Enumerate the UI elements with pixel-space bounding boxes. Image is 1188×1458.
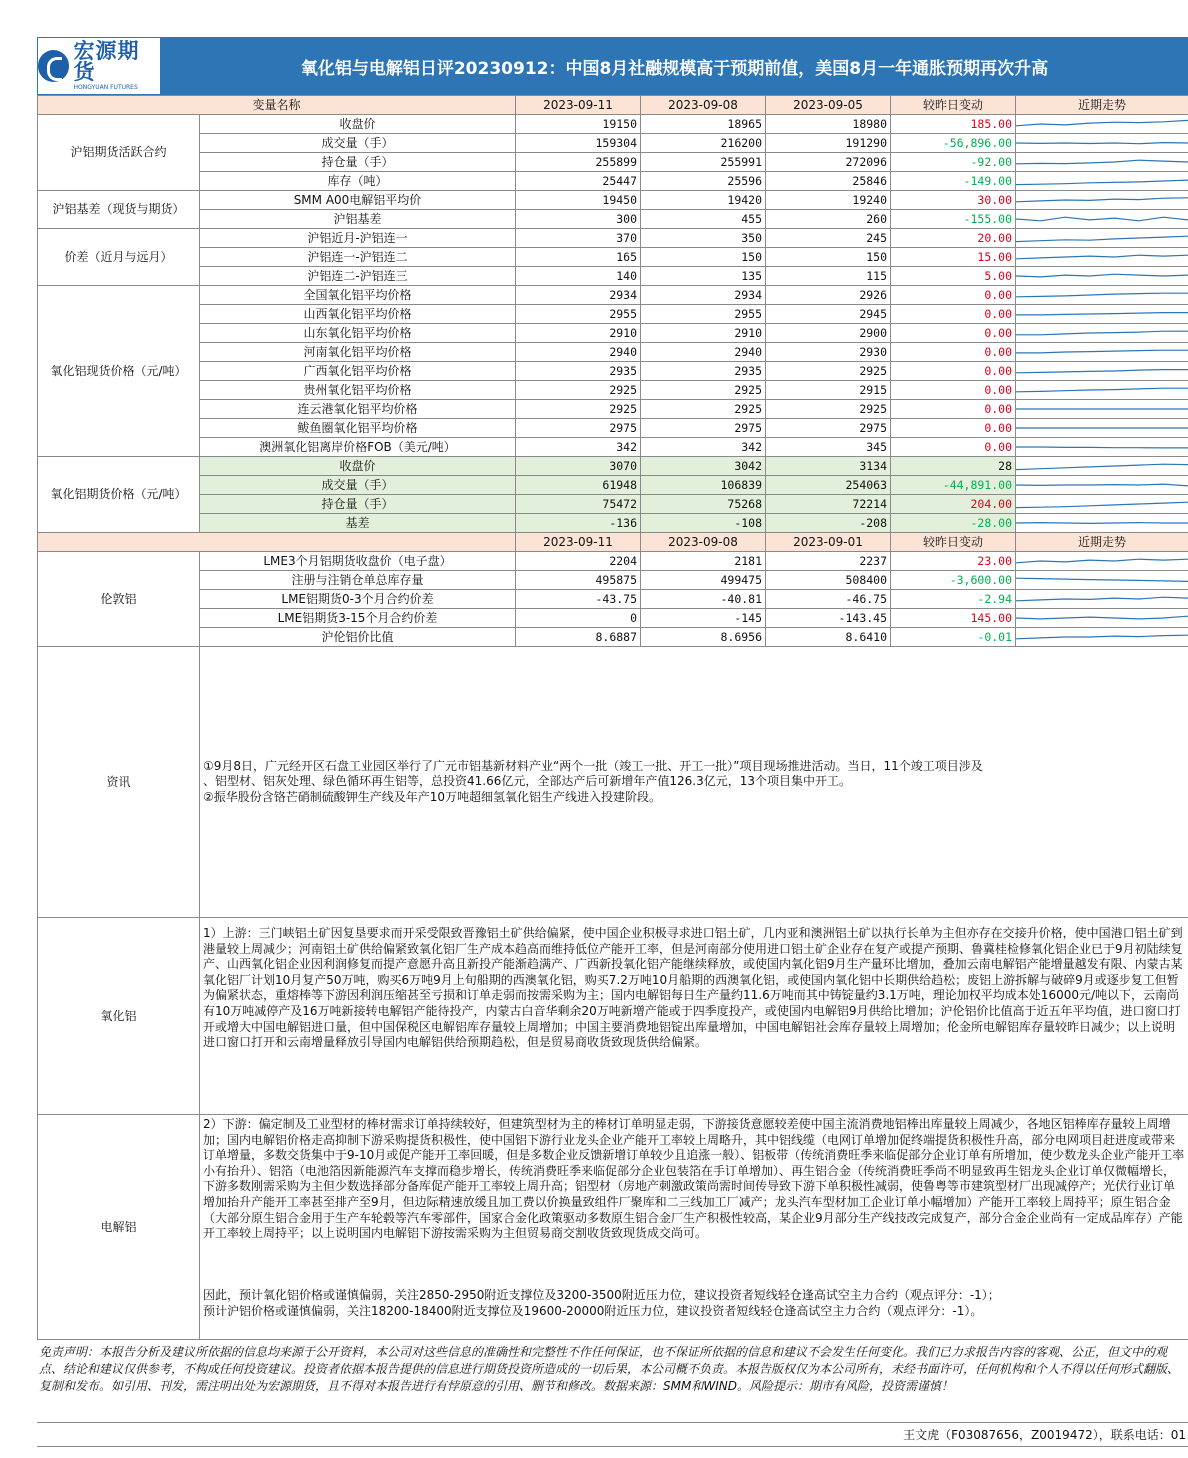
table-row (38, 571, 1188, 590)
row-label: 沪铝近月-沪铝连一 (200, 229, 516, 248)
row-label: 成交量（手） (200, 476, 516, 495)
header-cell: 2023-09-11 (516, 533, 641, 552)
header-cell: 较昨日变动 (891, 96, 1016, 115)
trend-line (1016, 313, 1188, 315)
alumina-analysis: 1）上游：三门峡铝土矿因复垦要求而开采受限致晋豫铝土矿供给偏紧，使中国企业积极寻求进口铝土矿，几内亚和澳洲铝土矿以执行长单为主但亦存在交接升价格，使中国港口铝土矿到港量较上周减少；河南铝土矿供给偏紧致氧化铝厂生产成本趋高而维持低位产能开工率，但是河南部分使用进口铝土矿企业存在复产或提产预期、鲁冀桂检修氧化铝企业已于9月初陆续复产、山西氧化铝企业因利润修复而提产意愿升高且新投产能渐趋满产、广西新投氧化铝产能继续释放，或使国内氧化铝9月生产量环比增加，叠加云南电解铝产能增量越发有限、内蒙古某氧化铝厂计划10月复产50万吨，购买6万吨9月上旬船期的西澳氧化铝，购买7.2万吨10月船期的西澳氧化铝，或使国内氧化铝中长期供给趋松；废铝上游拆解与破碎9月或逐步复工但暂为偏紧状态，重熔棒等下游因利润压缩甚至亏损和订单走弱而按需采购为主；国内电解铝每日生产量约11.6万吨而其中铸锭量约3.1万吨，理论加权平均成本处16000元/吨以下，云南尚有10万吨减停产及16万吨新接转电解铝产能待投产，内蒙古白音华剩余20万吨新增产能或于四季度投产，或使国内电解铝9月供给比增加；沪伦铝价比值高于近五年平均值，进口窗口打开或增大中国电解铝进口量，但中国保税区电解铝库存量较上周增加；中国主要消费地铝锭出库量增加，中国电解铝社会库存量较上周增加；伦金所电解铝库存量较昨日减少；以上说明进口窗口打开和云南增量释放引导国内电解铝供给预期趋松，但是贸易商收货致现货供给偏紧。 (200, 918, 1188, 1115)
logo-name-cn: 宏源期货 (73, 39, 140, 84)
trend-line (1016, 350, 1188, 353)
table-row (38, 552, 1188, 571)
value-cell: 2975 (766, 419, 891, 438)
value-cell: 2955 (516, 305, 641, 324)
value-cell: 455 (641, 210, 766, 229)
change-cell: 0.00 (891, 362, 1016, 381)
trend-line (1016, 120, 1188, 125)
value-cell: 255991 (641, 153, 766, 172)
table-row (38, 172, 1188, 191)
table-row (38, 628, 1188, 647)
value-cell: 2910 (516, 324, 641, 343)
value-cell: 3042 (641, 457, 766, 476)
table-row (38, 514, 1188, 533)
value-cell: 2237 (766, 552, 891, 571)
trend-line (1016, 217, 1188, 221)
header-cell: 2023-09-08 (641, 96, 766, 115)
table-header-row (38, 96, 1188, 115)
report-page (37, 37, 1188, 1447)
value-cell: 342 (641, 438, 766, 457)
trend-line (1016, 293, 1188, 297)
change-cell: 0.00 (891, 419, 1016, 438)
value-cell: 342 (516, 438, 641, 457)
value-cell: 8.6887 (516, 628, 641, 647)
value-cell: 115 (766, 267, 891, 286)
news-line: ①9月8日，广元经开区石盘工业园区举行了广元市铝基新材料产业“两个一批（竣工一批、开工一批）”项目现场推进活动。当日，11个竣工项目涉及 (203, 758, 983, 773)
trend-line (1016, 198, 1188, 202)
row-label: 鲅鱼圈氧化铝平均价格 (200, 419, 516, 438)
row-label: 注册与注销仓单总库存量 (200, 571, 516, 590)
trend-sparkline (1016, 229, 1188, 248)
value-cell: 72214 (766, 495, 891, 514)
value-cell: 150 (766, 248, 891, 267)
logo-mark-icon (38, 50, 69, 82)
value-cell: 18980 (766, 115, 891, 134)
electrolytic-text: 2）下游：偏定制及工业型材的棒材需求订单持续较好，但建筑型材为主的棒材订单明显走弱，下游接货意愿较差使中国主流消费地铝棒出库量较上周减少，各地区铝棒库存量较上周增加；国内电解铝价格走高抑制下游采购提货积极性，使中国铝下游行业龙头企业产能开工率较上周略升，其中铝线缆（电网订单增加促终端提货积极性升高，部分电网项目赶进度或带来订单增量，多数交货集中于9-10月或促产能开工率回暖，但是多数企业反馈新增订单较少且追涨一般）、铝板带（传统消费旺季来临促部分企业订单有所增加，使少数龙头企业产能开工率小有抬升）、铝箔（电池箔因新能源汽车支撑而稳步增长，传统消费旺季来临促部分企业包装箔在手订单增加）、再生铝合金（传统消费旺季尚不明显致再生铝龙头企业订单仅微幅增长，下游多数刚需采购为主但少数选择部分备库促产能开工率较上周升高；铝型材（房地产刺激政策尚需时间传导致下游下单积极性减弱，使鲁粤等市建筑型材厂出现减停产；光伏行业订单增加抬升产能开工率甚至排产至9月，但边际精速放缓且加工费以价换量致组件厂聚库和二三线加工厂减产；龙头汽车型材加工企业订单小幅增加）产能开工率较上周持平；原生铝合金（大部分原生铝合金用于生产车轮毂等汽车零部件，国家合金化政策驱动多数原生铝合金厂生产积极性较高，某企业9月部分生产线技改完成复产，部分合金企业尚有一定成品库存）产能开工率较上周持平；以上说明国内电解铝下游按需采购为主但贸易商交割收货致现货成交尚可。 (203, 1117, 1185, 1241)
group-label: 沪铝期货活跃合约 (38, 115, 200, 191)
trend-sparkline (1016, 609, 1188, 628)
row-label: LME3个月铝期货收盘价（电子盘） (200, 552, 516, 571)
value-cell: 3070 (516, 457, 641, 476)
change-cell: -56,896.00 (891, 134, 1016, 153)
table-row (38, 286, 1188, 305)
row-label: 连云港氧化铝平均价格 (200, 400, 516, 419)
trend-line (1016, 160, 1188, 164)
value-cell: 2940 (516, 343, 641, 362)
value-cell: 2925 (641, 381, 766, 400)
trend-sparkline (1016, 191, 1188, 210)
group-label: 氧化铝现货价格（元/吨） (38, 286, 200, 457)
value-cell: 25596 (641, 172, 766, 191)
author-contact: 王文虎（F03087656，Z0019472），联系电话：01 (37, 1423, 1188, 1447)
value-cell: 0 (516, 609, 641, 628)
row-label: 山东氧化铝平均价格 (200, 324, 516, 343)
change-cell: 0.00 (891, 324, 1016, 343)
change-cell: -3,600.00 (891, 571, 1016, 590)
change-cell: 30.00 (891, 191, 1016, 210)
trend-line (1016, 236, 1188, 241)
table-row (38, 324, 1188, 343)
table-header-row (38, 533, 1188, 552)
row-label: 贵州氧化铝平均价格 (200, 381, 516, 400)
trend-sparkline (1016, 457, 1188, 476)
table-row (38, 495, 1188, 514)
table-row (38, 191, 1188, 210)
value-cell: -143.45 (766, 609, 891, 628)
change-cell: -149.00 (891, 172, 1016, 191)
value-cell: -40.81 (641, 590, 766, 609)
row-label: 收盘价 (200, 457, 516, 476)
row-label: 沪铝连二-沪铝连三 (200, 267, 516, 286)
trend-sparkline (1016, 419, 1188, 438)
data-table (37, 95, 1188, 1340)
table-row (38, 248, 1188, 267)
value-cell: -208 (766, 514, 891, 533)
trend-line (1016, 143, 1188, 144)
table-row (38, 134, 1188, 153)
value-cell: 191290 (766, 134, 891, 153)
trend-line (1016, 370, 1188, 373)
change-cell: -0.01 (891, 628, 1016, 647)
value-cell: 2900 (766, 324, 891, 343)
trend-sparkline (1016, 172, 1188, 191)
change-cell: 0.00 (891, 381, 1016, 400)
trend-line (1016, 597, 1188, 601)
news-label: 资讯 (38, 647, 200, 918)
table-row (38, 115, 1188, 134)
trend-sparkline (1016, 343, 1188, 362)
alumina-label: 氧化铝 (38, 918, 200, 1115)
report-title: 氧化铝与电解铝日评20230912：中国8月社融规模高于预期前值，美国8月一年通胀预期再次升高 (300, 58, 1049, 79)
trend-sparkline (1016, 324, 1188, 343)
row-label: LME铝期货0-3个月合约价差 (200, 590, 516, 609)
value-cell: 2910 (641, 324, 766, 343)
table-row (38, 400, 1188, 419)
change-cell: 0.00 (891, 305, 1016, 324)
value-cell: 2935 (516, 362, 641, 381)
electrolytic-label: 电解铝 (38, 1115, 200, 1340)
trend-sparkline (1016, 210, 1188, 229)
table-row (38, 229, 1188, 248)
trend-sparkline (1016, 590, 1188, 609)
value-cell: 2926 (766, 286, 891, 305)
row-label: 沪伦铝价比值 (200, 628, 516, 647)
change-cell: -28.00 (891, 514, 1016, 533)
value-cell: 140 (516, 267, 641, 286)
value-cell: 75472 (516, 495, 641, 514)
trend-sparkline (1016, 476, 1188, 495)
row-label: SMM A00电解铝平均价 (200, 191, 516, 210)
value-cell: 350 (641, 229, 766, 248)
row-label: 山西氧化铝平均价格 (200, 305, 516, 324)
value-cell: 8.6410 (766, 628, 891, 647)
value-cell: 2934 (516, 286, 641, 305)
value-cell: -108 (641, 514, 766, 533)
table-row (38, 153, 1188, 172)
value-cell: 272096 (766, 153, 891, 172)
header-cell: 较昨日变动 (891, 533, 1016, 552)
value-cell: 245 (766, 229, 891, 248)
trend-sparkline (1016, 495, 1188, 514)
row-label: 澳洲氧化铝离岸价格FOB（美元/吨） (200, 438, 516, 457)
report-header (37, 37, 1188, 95)
news-line: 、铝型材、铝灰处理、绿色循环再生铝等，总投资41.66亿元，全部达产后可新增年产值126.3亿元，13个项目集中开工。 (203, 774, 851, 789)
value-cell: 2935 (641, 362, 766, 381)
trend-line (1016, 447, 1188, 448)
value-cell: 2955 (641, 305, 766, 324)
disclaimer: 免责声明：本报告分析及建议所依据的信息均来源于公开资料，本公司对这些信息的准确性和完整性不作任何保证，也不保证所依据的信息和建议不会发生任何变化。我们已力求报告内容的客观、公正，但文中的观点、结论和建议仅供参考，不构成任何投资建议。投资者依据本报告提供的信息进行期货投资所造成的一切后果，本公司概不负责。本报告版权仅为本公司所有，未经书面许可，任何机构和个人不得以任何形式翻版、复制和发布。如引用、刊发，需注明出处为宏源期货，且不得对本报告进行有悖原意的引用、删节和修改。数据来源：SMM和WIND。风险提示：期市有风险，投资需谨慎！ (37, 1340, 1188, 1423)
trend-sparkline (1016, 381, 1188, 400)
trend-line (1016, 464, 1188, 469)
value-cell: 254063 (766, 476, 891, 495)
trend-line (1016, 559, 1188, 563)
trend-sparkline (1016, 267, 1188, 286)
row-label: 基差 (200, 514, 516, 533)
value-cell: 19240 (766, 191, 891, 210)
trend-line (1016, 502, 1188, 507)
value-cell: 2934 (641, 286, 766, 305)
change-cell: 15.00 (891, 248, 1016, 267)
change-cell: 20.00 (891, 229, 1016, 248)
news-content (200, 647, 1188, 918)
header-cell: 近期走势 (1016, 96, 1188, 115)
change-cell: 0.00 (891, 400, 1016, 419)
value-cell: 2925 (766, 362, 891, 381)
table-row (38, 438, 1188, 457)
table-row (38, 457, 1188, 476)
value-cell: 8.6956 (641, 628, 766, 647)
header-cell: 2023-09-08 (641, 533, 766, 552)
value-cell: -43.75 (516, 590, 641, 609)
value-cell: 106839 (641, 476, 766, 495)
conclusion-alumina: 因此，预计氧化铝价格或谨慎偏弱，关注2850-2950附近支撑位及3200-3500附近压力位，建议投资者短线轻仓逢高试空主力合约（观点评分：-1）； (203, 1288, 1000, 1302)
group-label: 价差（近月与远月） (38, 229, 200, 286)
table-row (38, 305, 1188, 324)
table-row (38, 381, 1188, 400)
table-row (38, 476, 1188, 495)
value-cell: 18965 (641, 115, 766, 134)
value-cell: 2975 (516, 419, 641, 438)
value-cell: 2925 (516, 400, 641, 419)
row-label: 持仓量（手） (200, 153, 516, 172)
change-cell: 0.00 (891, 438, 1016, 457)
header-cell (38, 533, 516, 552)
table-row (38, 609, 1188, 628)
value-cell: 19150 (516, 115, 641, 134)
trend-sparkline (1016, 628, 1188, 647)
value-cell: 370 (516, 229, 641, 248)
electrolytic-analysis (200, 1115, 1188, 1340)
trend-sparkline (1016, 552, 1188, 571)
value-cell: 255899 (516, 153, 641, 172)
row-label: 沪铝基差 (200, 210, 516, 229)
trend-line (1016, 388, 1188, 392)
value-cell: 25447 (516, 172, 641, 191)
row-label: 成交量（手） (200, 134, 516, 153)
trend-line (1016, 523, 1188, 524)
header-cell: 2023-09-05 (766, 96, 891, 115)
value-cell: 2925 (516, 381, 641, 400)
group-label: 氧化铝期货价格（元/吨） (38, 457, 200, 533)
change-cell: 204.00 (891, 495, 1016, 514)
row-label: 全国氧化铝平均价格 (200, 286, 516, 305)
value-cell: 260 (766, 210, 891, 229)
trend-sparkline (1016, 153, 1188, 172)
trend-line (1016, 255, 1188, 259)
table-row (38, 362, 1188, 381)
change-cell: 28 (891, 457, 1016, 476)
row-label: 库存（吨） (200, 172, 516, 191)
table-row (38, 343, 1188, 362)
value-cell: 2204 (516, 552, 641, 571)
value-cell: 2975 (641, 419, 766, 438)
trend-line (1016, 274, 1188, 277)
value-cell: 61948 (516, 476, 641, 495)
value-cell: 3134 (766, 457, 891, 476)
value-cell: 25846 (766, 172, 891, 191)
value-cell: 2915 (766, 381, 891, 400)
value-cell: 2181 (641, 552, 766, 571)
trend-line (1016, 578, 1188, 581)
row-label: 持仓量（手） (200, 495, 516, 514)
conclusion-aluminium: 预计沪铝价格或谨慎偏弱，关注18200-18400附近支撑位及19600-20000附近压力位，建议投资者短线轻仓逢高试空主力合约（观点评分：-1）。 (203, 1303, 983, 1318)
trend-line (1016, 180, 1188, 185)
row-label: LME铝期货3-15个月合约价差 (200, 609, 516, 628)
value-cell: 2925 (641, 400, 766, 419)
value-cell: -136 (516, 514, 641, 533)
change-cell: 145.00 (891, 609, 1016, 628)
trend-sparkline (1016, 362, 1188, 381)
logo-name-en: HONGYUAN FUTURES (73, 84, 138, 91)
group-label: 伦敦铝 (38, 552, 200, 647)
row-label: 河南氧化铝平均价格 (200, 343, 516, 362)
trend-sparkline (1016, 134, 1188, 153)
trend-line (1016, 331, 1188, 335)
row-label: 广西氧化铝平均价格 (200, 362, 516, 381)
value-cell: 2945 (766, 305, 891, 324)
trend-line (1016, 484, 1188, 486)
header-cell: 变量名称 (38, 96, 516, 115)
change-cell: 185.00 (891, 115, 1016, 134)
value-cell: 159304 (516, 134, 641, 153)
header-cell: 2023-09-11 (516, 96, 641, 115)
table-row (38, 267, 1188, 286)
header-cell: 2023-09-01 (766, 533, 891, 552)
value-cell: 75268 (641, 495, 766, 514)
trend-sparkline (1016, 286, 1188, 305)
value-cell: 165 (516, 248, 641, 267)
value-cell: -46.75 (766, 590, 891, 609)
company-logo (37, 37, 161, 95)
change-cell: -44,891.00 (891, 476, 1016, 495)
trend-sparkline (1016, 248, 1188, 267)
trend-sparkline (1016, 305, 1188, 324)
table-row (38, 419, 1188, 438)
trend-sparkline (1016, 438, 1188, 457)
value-cell: 345 (766, 438, 891, 457)
table-row (38, 210, 1188, 229)
header-cell: 近期走势 (1016, 533, 1188, 552)
value-cell: 19450 (516, 191, 641, 210)
group-label: 沪铝基差（现货与期货） (38, 191, 200, 229)
value-cell: 300 (516, 210, 641, 229)
trend-sparkline (1016, 115, 1188, 134)
change-cell: -92.00 (891, 153, 1016, 172)
row-label: 沪铝连一-沪铝连二 (200, 248, 516, 267)
change-cell: -155.00 (891, 210, 1016, 229)
value-cell: 216200 (641, 134, 766, 153)
value-cell: 2940 (641, 343, 766, 362)
change-cell: -2.94 (891, 590, 1016, 609)
row-label: 收盘价 (200, 115, 516, 134)
trend-line (1016, 616, 1188, 619)
value-cell: -145 (641, 609, 766, 628)
value-cell: 19420 (641, 191, 766, 210)
change-cell: 23.00 (891, 552, 1016, 571)
value-cell: 2925 (766, 400, 891, 419)
change-cell: 0.00 (891, 286, 1016, 305)
value-cell: 495875 (516, 571, 641, 590)
table-row (38, 590, 1188, 609)
value-cell: 499475 (641, 571, 766, 590)
value-cell: 508400 (766, 571, 891, 590)
news-line: ②振华股份含铬芒硝制硫酸钾生产线及年产10万吨超细氢氧化铝生产线进入投建阶段。 (203, 789, 662, 804)
trend-sparkline (1016, 571, 1188, 590)
value-cell: 135 (641, 267, 766, 286)
change-cell: 5.00 (891, 267, 1016, 286)
trend-sparkline (1016, 514, 1188, 533)
value-cell: 2930 (766, 343, 891, 362)
value-cell: 150 (641, 248, 766, 267)
trend-line (1016, 635, 1188, 639)
change-cell: 0.00 (891, 343, 1016, 362)
trend-sparkline (1016, 400, 1188, 419)
